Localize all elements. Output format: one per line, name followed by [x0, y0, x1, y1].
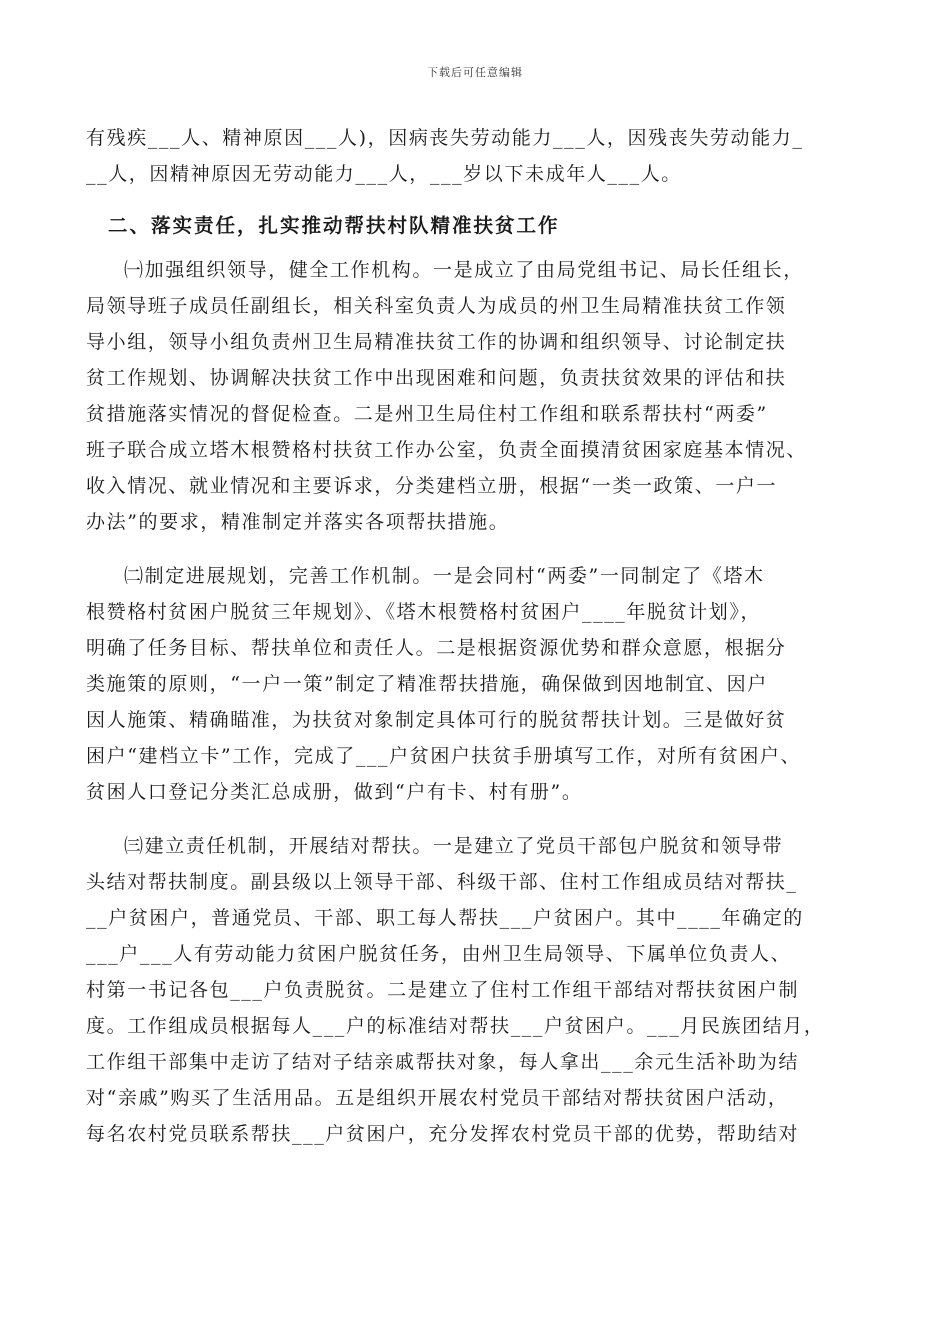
text-line: 贫措施落实情况的督促检查。二是州卫生局住村工作组和联系帮扶村“两委” — [86, 403, 768, 425]
paragraph-organization — [86, 252, 866, 540]
text-line: __人，因精神原因无劳动能力___人，___岁以下未成年人___人。 — [86, 163, 682, 185]
text-line: 每名农村党员联系帮扶___户贫困户，充分发挥农村党员干部的优势，帮助结对 — [86, 1123, 800, 1145]
paragraph-responsibility — [86, 828, 866, 1152]
text-line: 有残疾___人、精神原因___人)，因病丧失劳动能力___人，因残丧失劳动能力_ — [86, 127, 804, 149]
section-heading: 二、落实责任，扎实推动帮扶村队精准扶贫工作 — [108, 214, 560, 237]
text-line: 贫工作规划、协调解决扶贫工作中出现困难和问题，负责扶贫效果的评估和扶 — [86, 367, 787, 389]
page-header: 下载后可任意编辑 — [427, 66, 523, 79]
document-body — [86, 120, 866, 1170]
text-line: 班子联合成立塔木根赞格村扶贫工作办公室，负责全面摸清贫困家庭基本情况、 — [86, 439, 808, 461]
text-line: 困户“建档立卡”工作，完成了___户贫困户扶贫手册填写工作，对所有贫困户、 — [86, 745, 802, 767]
text-line: 因人施策、精确瞄准，为扶贫对象制定具体可行的脱贫帮扶计划。三是做好贫 — [86, 709, 787, 731]
paragraph-planning — [86, 558, 866, 810]
text-line: 头结对帮扶制度。副县级以上领导干部、科级干部、住村工作组成员结对帮扶_ — [86, 871, 798, 893]
text-line: 对“亲戚”购买了生活用品。五是组织开展农村党员干部结对帮扶贫困户活动， — [86, 1087, 789, 1109]
text-line: __户贫困户，普通党员、干部、职工每人帮扶___户贫困户。其中____年确定的 — [86, 907, 804, 929]
text-line: 根赞格村贫困户脱贫三年规划》、《塔木根赞格村贫困户____年脱贫计划》， — [86, 601, 762, 623]
text-line: 明确了任务目标、帮扶单位和责任人。二是根据资源优势和群众意愿，根据分 — [86, 637, 787, 659]
text-line: 类施策的原则，“一户一策”制定了精准帮扶措施，确保做到因地制宜、因户 — [86, 673, 768, 695]
text-line: ㈡制定进展规划，完善工作机制。一是会同村“两委”一同制定了《塔木 — [124, 565, 765, 587]
intro-block — [86, 120, 866, 192]
text-line: 局领导班子成员任副组长，相关科室负责人为成员的州卫生局精准扶贫工作领 — [86, 295, 787, 317]
text-line: 贫困人口登记分类汇总成册，做到“户有卡、村有册”。 — [86, 781, 583, 803]
text-line: 导小组，领导小组负责州卫生局精准扶贫工作的协调和组织领导、讨论制定扶 — [86, 331, 787, 353]
text-line: ㈢建立责任机制，开展结对帮扶。一是建立了党员干部包户脱贫和领导带 — [124, 835, 784, 857]
text-line: 度。工作组成员根据每人___户的标准结对帮扶___户贫困户。___月民族团结月， — [86, 1015, 825, 1037]
text-line: 收入情况、就业情况和主要诉求，分类建档立册，根据“一类一政策、一户一 — [86, 475, 778, 497]
text-line: 村第一书记各包___户负责脱贫。二是建立了住村工作组干部结对帮扶贫困户制 — [86, 979, 800, 1001]
text-line: 工作组干部集中走访了结对子结亲戚帮扶对象，每人拿出___余元生活补助为结 — [86, 1051, 800, 1073]
text-line: ___户___人有劳动能力贫困户脱贫任务，由州卫生局领导、下属单位负责人、 — [86, 943, 792, 965]
text-line: ㈠加强组织领导，健全工作机构。一是成立了由局党组书记、局长任组长， — [124, 259, 804, 281]
text-line: 办法”的要求，精准制定并落实各项帮扶措施。 — [86, 511, 510, 533]
